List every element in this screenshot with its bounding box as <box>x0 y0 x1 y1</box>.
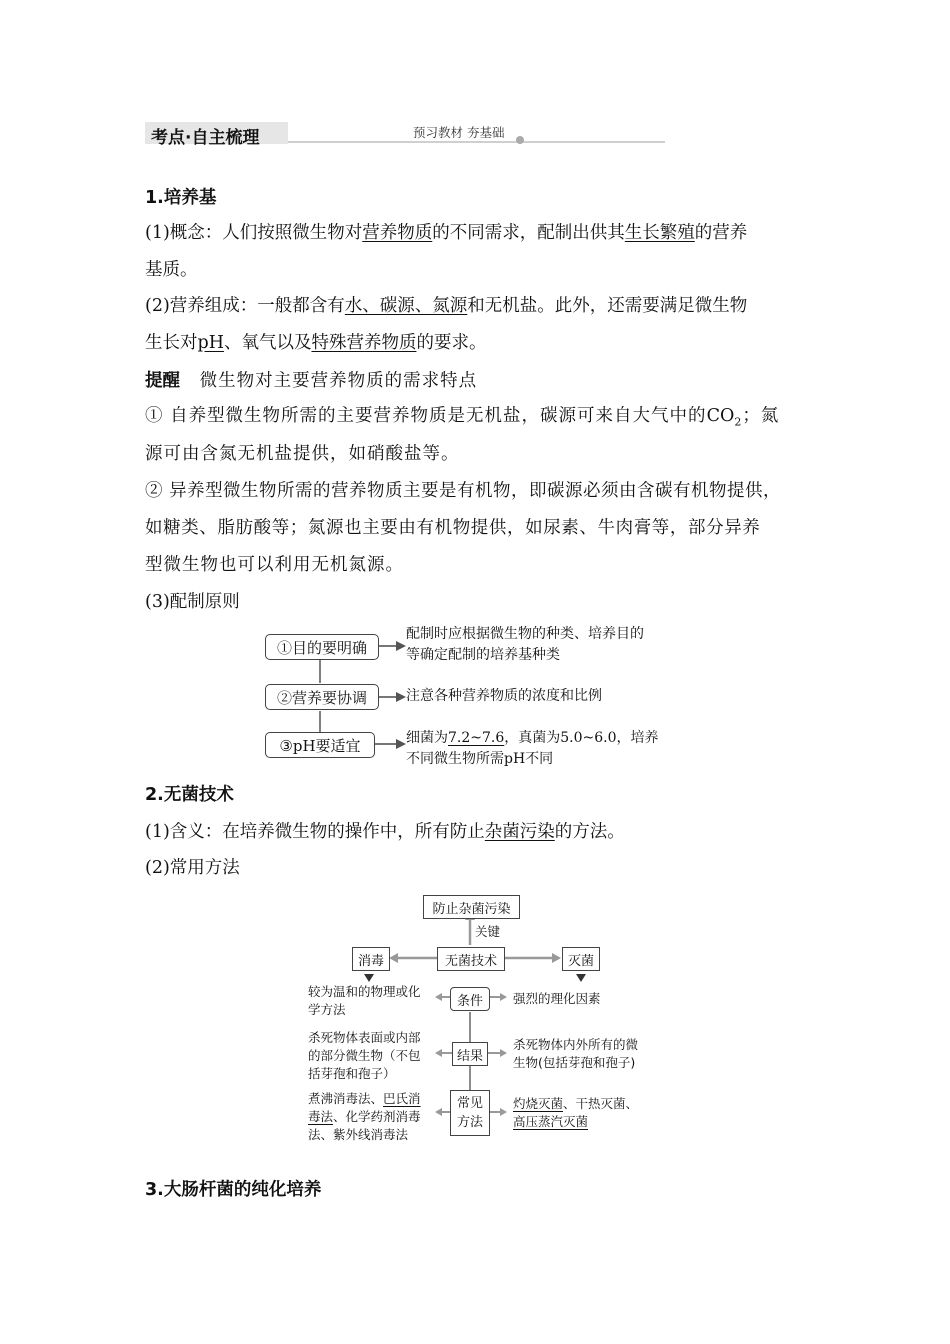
section-1-heading: 1.培养基 <box>145 188 217 208</box>
tip-item-2: ② 异养型微生物所需的营养物质主要是有机物，即碳源必须由含碳有机物提供， <box>145 481 782 501</box>
principle-text-1b: 等确定配制的培养基种类 <box>406 647 560 663</box>
left-result-c: 括芽孢和孢子） <box>308 1066 396 1081</box>
answer-pasteurization-1: 巴氏消 <box>383 1091 421 1106</box>
left-result-b: 的部分微生物（不包 <box>308 1048 421 1063</box>
right-methods-a: 灼烧灭菌、干热灭菌、 <box>513 1096 639 1111</box>
header-end-dot <box>516 136 524 144</box>
answer-water-carbon-nitrogen: 水、碳源、氮源 <box>344 296 468 316</box>
answer-bacteria-ph: 7.2~7.6 <box>448 730 505 746</box>
arrow-3-head <box>396 739 406 749</box>
principle-text-3a: 细菌为7.2~7.6，真菌为5.0~6.0，培养 <box>406 730 659 746</box>
left-down-head <box>364 974 374 982</box>
tip-title: 微生物对主要营养物质的需求特点 <box>199 371 478 391</box>
header-subtitle: 预习教材 夯基础 <box>413 125 505 140</box>
right-methods-b <box>513 1112 588 1131</box>
arrow-1-head <box>396 641 406 651</box>
principle-text-3b: 不同微生物所需pH不同 <box>406 751 554 767</box>
c1-left-head <box>435 993 442 1001</box>
right-result-a: 杀死物体内外所有的微 <box>513 1037 639 1052</box>
principles-heading: (3)配制原则 <box>145 592 240 612</box>
box-condition: 条件 <box>450 987 490 1011</box>
tip-item-2-end: 型微生物也可以利用无机氮源。 <box>145 555 404 575</box>
principle-text-1a: 配制时应根据微生物的种类、培养目的 <box>406 626 644 642</box>
label-key: 关键 <box>475 924 501 939</box>
section-3-heading: 3.大肠杆菌的纯化培养 <box>145 1180 322 1200</box>
arrow-2-head <box>396 692 406 702</box>
answer-ph: pH <box>197 333 224 353</box>
left-condition-b: 学方法 <box>308 1002 346 1017</box>
answer-special-nutrients: 特殊营养物质 <box>311 333 417 353</box>
section-header <box>145 122 530 146</box>
tip-item-2-cont: 如糖类、脂肪酸等；氮源也主要由有机物提供，如尿素、牛肉膏等，部分异养 <box>145 518 761 538</box>
answer-nutrients: 营养物质 <box>362 223 433 243</box>
meaning-line: (1)含义：在培养微生物的操作中，所有防止杂菌污染的方法。 <box>145 822 625 842</box>
arrow-right-head <box>552 953 561 963</box>
left-methods-a: 煮沸消毒法、巴氏消 <box>308 1091 421 1106</box>
c3-right-head <box>500 1108 507 1116</box>
left-condition-a: 较为温和的物理或化 <box>308 984 421 999</box>
right-condition: 强烈的理化因素 <box>513 991 601 1006</box>
header-title: 考点·自主梳理 <box>151 128 260 148</box>
tip-item-1: ① 自养型微生物所需的主要营养物质是无机盐，碳源可来自大气中的$CO_2$；氮 <box>145 406 780 429</box>
left-methods-b: 毒法、化学药剂消毒 <box>308 1109 421 1124</box>
arrow-left-head <box>389 953 398 963</box>
box-disinfection: 消毒 <box>352 947 390 971</box>
tip-item-1-cont: 源可由含氮无机盐提供，如硝酸盐等。 <box>145 444 460 464</box>
left-result-a: 杀死物体表面或内部 <box>308 1030 421 1045</box>
concept-line: (1)概念：人们按照微生物对营养物质的不同需求，配制出供其生长繁殖的营养 <box>145 223 748 243</box>
c2-left-head <box>435 1049 442 1057</box>
answer-burning: 灼烧灭菌 <box>513 1096 564 1111</box>
right-down-head <box>576 974 586 982</box>
principle-box-1: ①目的要明确 <box>265 634 379 660</box>
composition-line: (2)营养组成：一般都含有水、碳源、氮源和无机盐。此外，还需要满足微生物 <box>145 296 748 316</box>
section-2-heading: 2.无菌技术 <box>145 785 234 805</box>
box-sterilization: 灭菌 <box>562 947 600 971</box>
box-result: 结果 <box>452 1042 488 1066</box>
concept-line-2: 基质。 <box>145 260 198 280</box>
answer-autoclave: 高压蒸汽灭菌 <box>513 1114 589 1129</box>
methods-heading: (2)常用方法 <box>145 858 240 878</box>
box-prevent-contamination: 防止杂菌污染 <box>423 895 520 919</box>
box-common-methods: 常见 方法 <box>450 1090 490 1136</box>
c2-right-head <box>500 1049 507 1057</box>
answer-contamination: 杂菌污染 <box>484 822 555 842</box>
tip-label: 提醒 <box>145 371 180 391</box>
left-methods-c: 法、紫外线消毒法 <box>308 1127 409 1142</box>
c3-left-head <box>435 1108 442 1116</box>
c1-right-head <box>500 993 507 1001</box>
principle-text-2: 注意各种营养物质的浓度和比例 <box>406 688 602 704</box>
answer-growth: 生长繁殖 <box>624 223 695 243</box>
answer-pasteurization-2: 毒法 <box>308 1109 334 1124</box>
tip-heading <box>145 369 477 393</box>
header-rule <box>288 141 665 143</box>
box-aseptic-technique: 无菌技术 <box>437 947 505 971</box>
principle-box-3: ③pH要适宜 <box>265 732 375 758</box>
principle-box-2: ②营养要协调 <box>265 684 379 710</box>
right-result-b: 生物(包括芽孢和孢子) <box>513 1055 636 1070</box>
composition-line-2: 生长对pH、氧气以及特殊营养物质的要求。 <box>145 333 487 353</box>
